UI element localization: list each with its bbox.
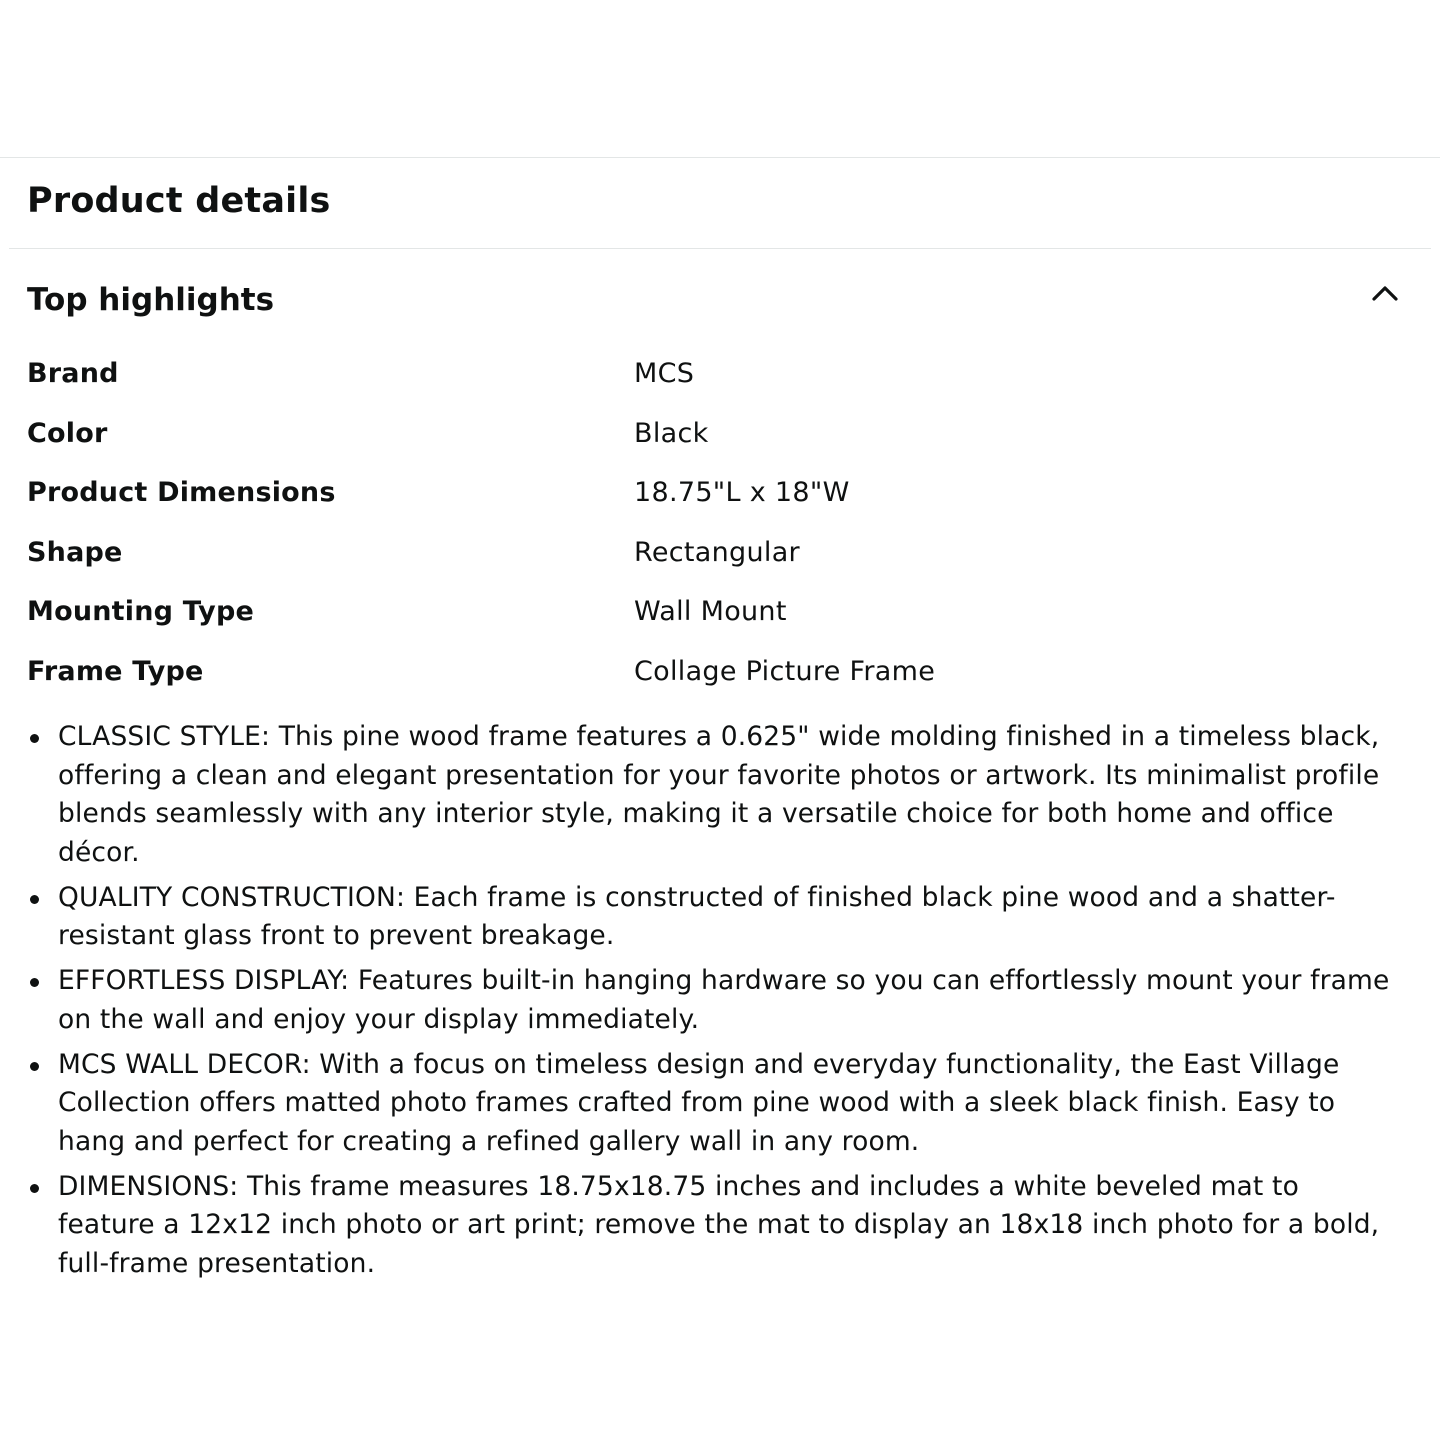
specs-table [27,350,1407,708]
bullet-item: CLASSIC STYLE: This pine wood frame features a 0.625" wide molding finished in a timeless black, offering a clean and elegant presentation for your favorite photos or artwork. Its minimalist profile blends seamlessly with any interior style, making it a versatile choice for both home and office décor. [58,718,1403,872]
top-divider [0,157,1440,158]
top-highlights-title: Top highlights [27,282,275,318]
spec-label: Mounting Type [27,596,255,628]
spec-value: Collage Picture Frame [634,655,936,687]
spec-label: Product Dimensions [27,477,336,509]
bullet-item: QUALITY CONSTRUCTION: Each frame is constructed of finished black pine wood and a shatter-resistant glass front to prevent breakage. [58,879,1403,956]
spec-value: Rectangular [634,536,800,568]
bullet-item: DIMENSIONS: This frame measures 18.75x18.75 inches and includes a white beveled mat to feature a 12x12 inch photo or art print; remove the mat to display an 18x18 inch photo for a bold, full-frame presentation. [58,1168,1403,1284]
spec-label: Frame Type [27,655,204,687]
spec-value: Black [634,417,709,449]
spec-row-color [27,410,1407,470]
spec-value: MCS [634,358,695,389]
bullet-item: MCS WALL DECOR: With a focus on timeless design and everyday functionality, the East Village Collection offers matted photo frames crafted from pine wood with a sleek black finish. Easy to hang and perfect for creating a refined gallery wall in any room. [58,1046,1403,1162]
section-title: Product details [27,181,331,221]
spec-value: Wall Mount [634,596,787,628]
spec-row-mounting-type [27,588,1407,648]
spec-label: Color [27,417,108,449]
spec-row-product-dimensions [27,469,1407,529]
bullet-item: EFFORTLESS DISPLAY: Features built-in hanging hardware so you can effortlessly mount your frame on the wall and enjoy your display immediately. [58,962,1403,1039]
spec-label: Brand [27,358,119,389]
spec-row-frame-type [27,648,1407,708]
spec-value: 18.75"L x 18"W [634,477,850,509]
feature-bullets [58,718,1403,1290]
chevron-up-icon[interactable] [1368,278,1402,308]
spec-row-brand [27,350,1407,410]
section-divider [9,248,1431,249]
spec-label: Shape [27,536,123,568]
spec-row-shape [27,529,1407,589]
top-highlights-toggle[interactable] [0,270,1440,330]
